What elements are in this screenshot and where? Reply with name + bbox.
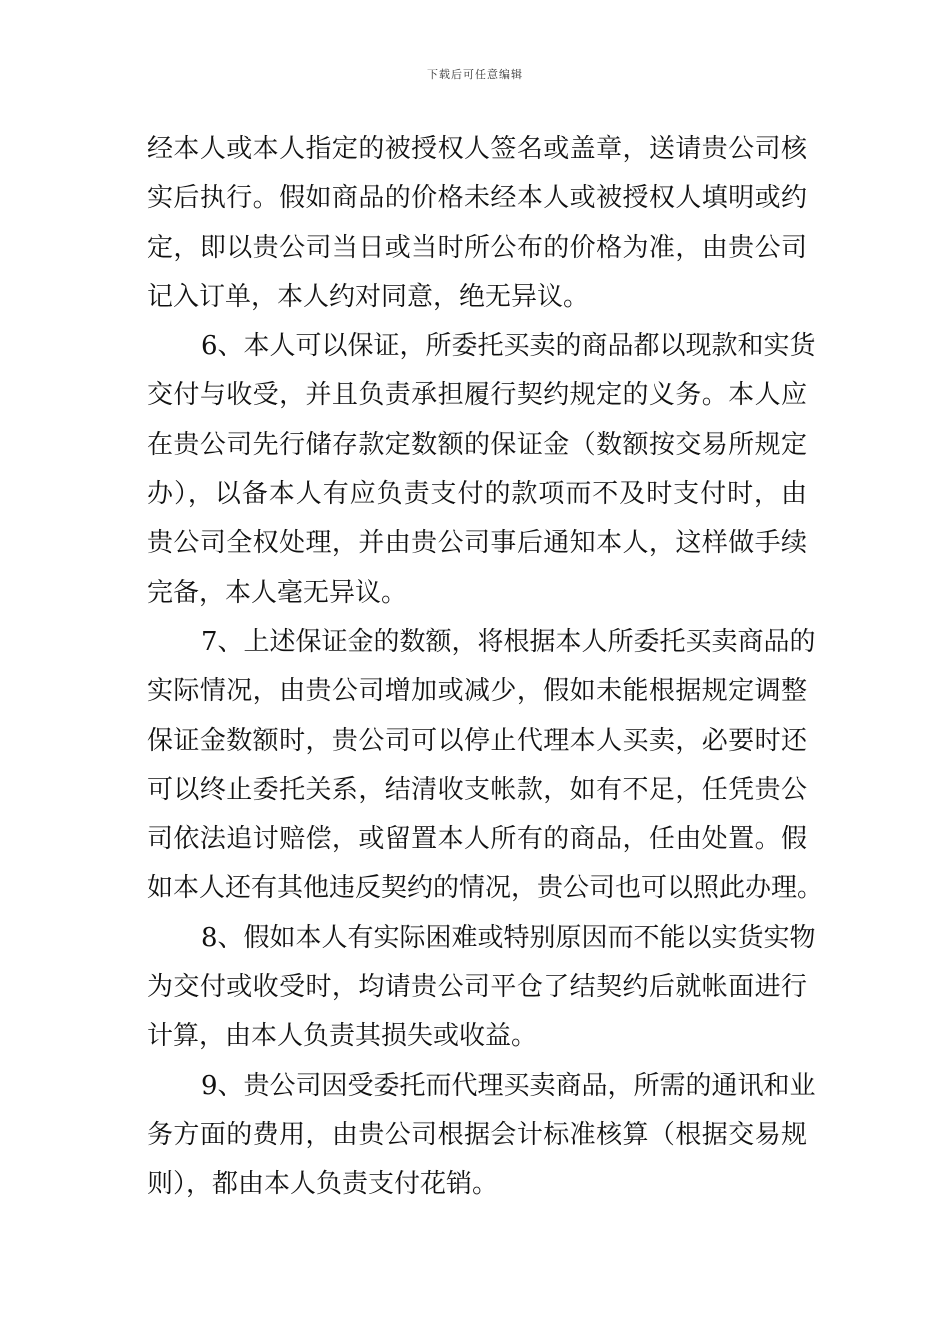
text-line: 7、上述保证金的数额，将根据本人所委托买卖商品的 bbox=[201, 626, 816, 657]
paragraph-clause-6 bbox=[147, 322, 816, 618]
text-line: 则），都由本人负责支付花销。 bbox=[147, 1169, 499, 1200]
paragraph-clause-7 bbox=[147, 618, 824, 914]
text-line: 贵公司全权处理，并由贵公司事后通知本人，这样做手续 bbox=[147, 528, 807, 559]
text-line: 交付与收受，并且负责承担履行契约规定的义务。本人应 bbox=[147, 380, 807, 411]
page-header: 下载后可任意编辑 bbox=[427, 68, 523, 81]
text-line: 在贵公司先行储存款定数额的保证金（数额按交易所规定 bbox=[147, 429, 807, 460]
text-line: 完备，本人毫无异议。 bbox=[147, 577, 408, 608]
text-line: 实际情况，由贵公司增加或减少，假如未能根据规定调整 bbox=[147, 676, 807, 707]
text-line: 实后执行。假如商品的价格未经本人或被授权人填明或约 bbox=[147, 183, 807, 214]
paragraph-clause-9 bbox=[147, 1062, 816, 1210]
text-line: 司依法追讨赔偿，或留置本人所有的商品，任由处置。假 bbox=[147, 824, 807, 855]
document-body bbox=[147, 125, 824, 1210]
text-line: 计算，由本人负责其损失或收益。 bbox=[147, 1021, 538, 1052]
text-line: 保证金数额时，贵公司可以停止代理本人买卖，必要时还 bbox=[147, 725, 807, 756]
text-line: 8、假如本人有实际困难或特别原因而不能以实货实物 bbox=[201, 922, 816, 953]
paragraph-clause-8 bbox=[147, 914, 816, 1062]
paragraph-continuation bbox=[147, 125, 807, 322]
text-line: 可以终止委托关系，结清收支帐款，如有不足，任凭贵公 bbox=[147, 774, 807, 805]
text-line: 经本人或本人指定的被授权人签名或盖章，送请贵公司核 bbox=[147, 134, 807, 164]
text-line: 为交付或收受时，均请贵公司平仓了结契约后就帐面进行 bbox=[147, 972, 807, 1003]
text-line: 如本人还有其他违反契约的情况，贵公司也可以照此办理。 bbox=[147, 873, 824, 904]
text-line: 办），以备本人有应负责支付的款项而不及时支付时，由 bbox=[147, 479, 807, 510]
text-line: 务方面的费用，由贵公司根据会计标准核算（根据交易规 bbox=[147, 1119, 807, 1150]
text-line: 记入订单，本人约对同意，绝无异议。 bbox=[147, 281, 590, 312]
text-line: 定，即以贵公司当日或当时所公布的价格为准，由贵公司 bbox=[147, 232, 807, 263]
text-line: 9、贵公司因受委托而代理买卖商品，所需的通讯和业 bbox=[201, 1070, 816, 1101]
text-line: 6、本人可以保证，所委托买卖的商品都以现款和实货 bbox=[201, 331, 816, 362]
